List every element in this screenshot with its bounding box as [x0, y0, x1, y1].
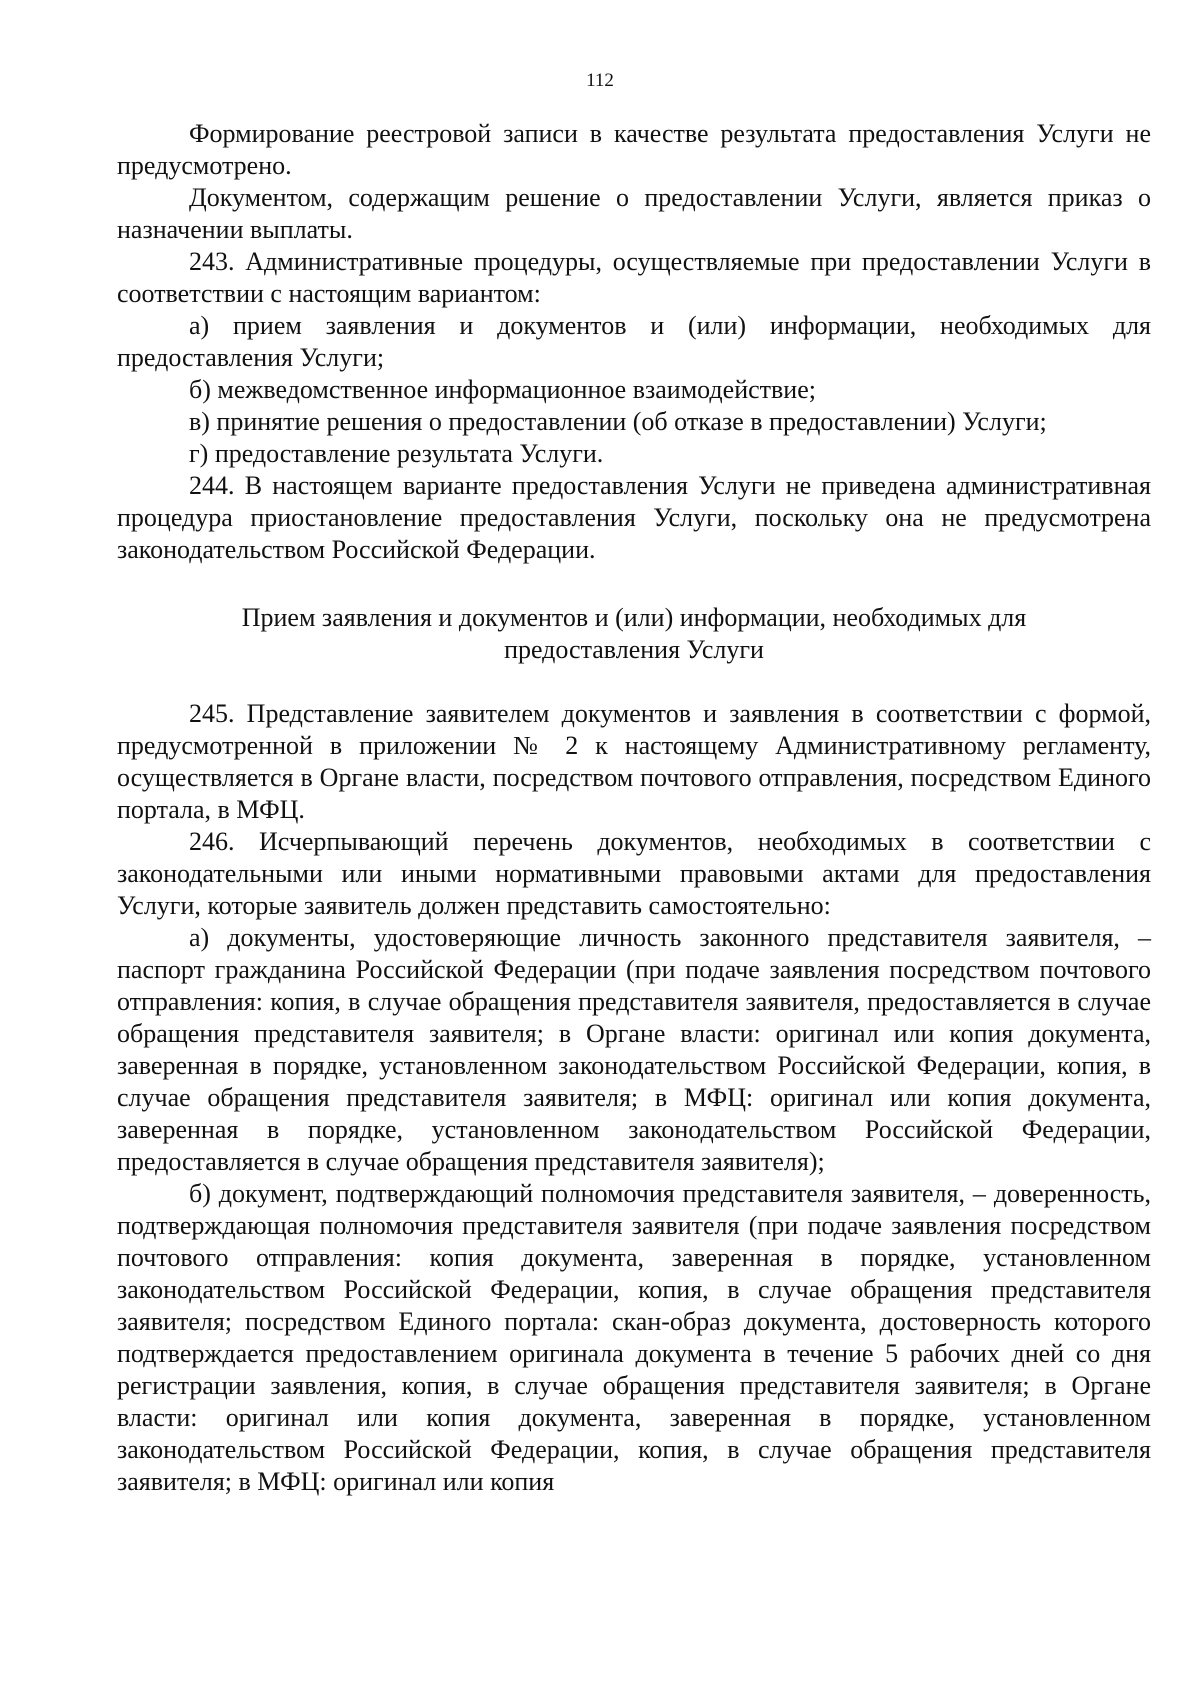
list-item: б) межведомственное информационное взаимодействие;	[189, 375, 816, 404]
list-item: б) документ, подтверждающий полномочия представителя заявителя, – доверенность, подтверждающая полномочия представителя заявителя (при подаче заявления посредством почтового отправления: копия документа, заверенная в порядке, установленном законодательством Российской Федерации, копия, в случае обращения представителя заявителя; посредством Единого портала: скан-образ документа, достоверность которого подтверждается предоставлением оригинала документа в течение 5 рабочих дней со дня регистрации заявления, копия, в случае обращения представителя заявителя; в Органе власти: оригинал или копия документа, заверенная в порядке, установленном законодательством Российской Федерации, копия, в случае обращения представителя заявителя; в МФЦ: оригинал или копия	[117, 1179, 1151, 1496]
list-item: г) предоставление результата Услуги.	[189, 439, 604, 468]
list-item: а) прием заявления и документов и (или) информации, необходимых для предоставления Услуги;	[117, 311, 1151, 372]
document-body	[117, 118, 1151, 1498]
paragraph: Формирование реестровой записи в качестве результата предоставления Услуги не предусмотрено.	[117, 119, 1151, 180]
list-item: в) принятие решения о предоставлении (об отказе в предоставлении) Услуги;	[189, 407, 1047, 436]
section-heading: Прием заявления и документов и (или) информации, необходимых для предоставления Услуги	[241, 603, 1027, 664]
paragraph: Документом, содержащим решение о предоставлении Услуги, является приказ о назначении выплаты.	[117, 183, 1151, 244]
paragraph: 245. Представление заявителем документов и заявления в соответствии с формой, предусмотренной в приложении № 2 к настоящему Административному регламенту, осуществляется в Органе власти, посредством почтового отправления, посредством Единого портала, в МФЦ.	[117, 699, 1151, 824]
list-item: а) документы, удостоверяющие личность законного представителя заявителя, – паспорт гражданина Российской Федерации (при подаче заявления посредством почтового отправления: копия, в случае обращения представителя заявителя, предоставляется в случае обращения представителя заявителя; в Органе власти: оригинал или копия документа, заверенная в порядке, установленном законодательством Российской Федерации, копия, в случае обращения представителя заявителя; в МФЦ: оригинал или копия документа, заверенная в порядке, установленном законодательством Российской Федерации, предоставляется в случае обращения представителя заявителя);	[117, 923, 1151, 1176]
page-number: 112	[586, 70, 614, 91]
paragraph: 244. В настоящем варианте предоставления Услуги не приведена административная процедура приостановление предоставления Услуги, поскольку она не предусмотрена законодательством Российской Федерации.	[117, 471, 1151, 564]
paragraph: 243. Административные процедуры, осуществляемые при предоставлении Услуги в соответствии с настоящим вариантом:	[117, 247, 1151, 308]
paragraph: 246. Исчерпывающий перечень документов, необходимых в соответствии с законодательными или иными нормативными правовыми актами для предоставления Услуги, которые заявитель должен представить самостоятельно:	[117, 827, 1151, 920]
